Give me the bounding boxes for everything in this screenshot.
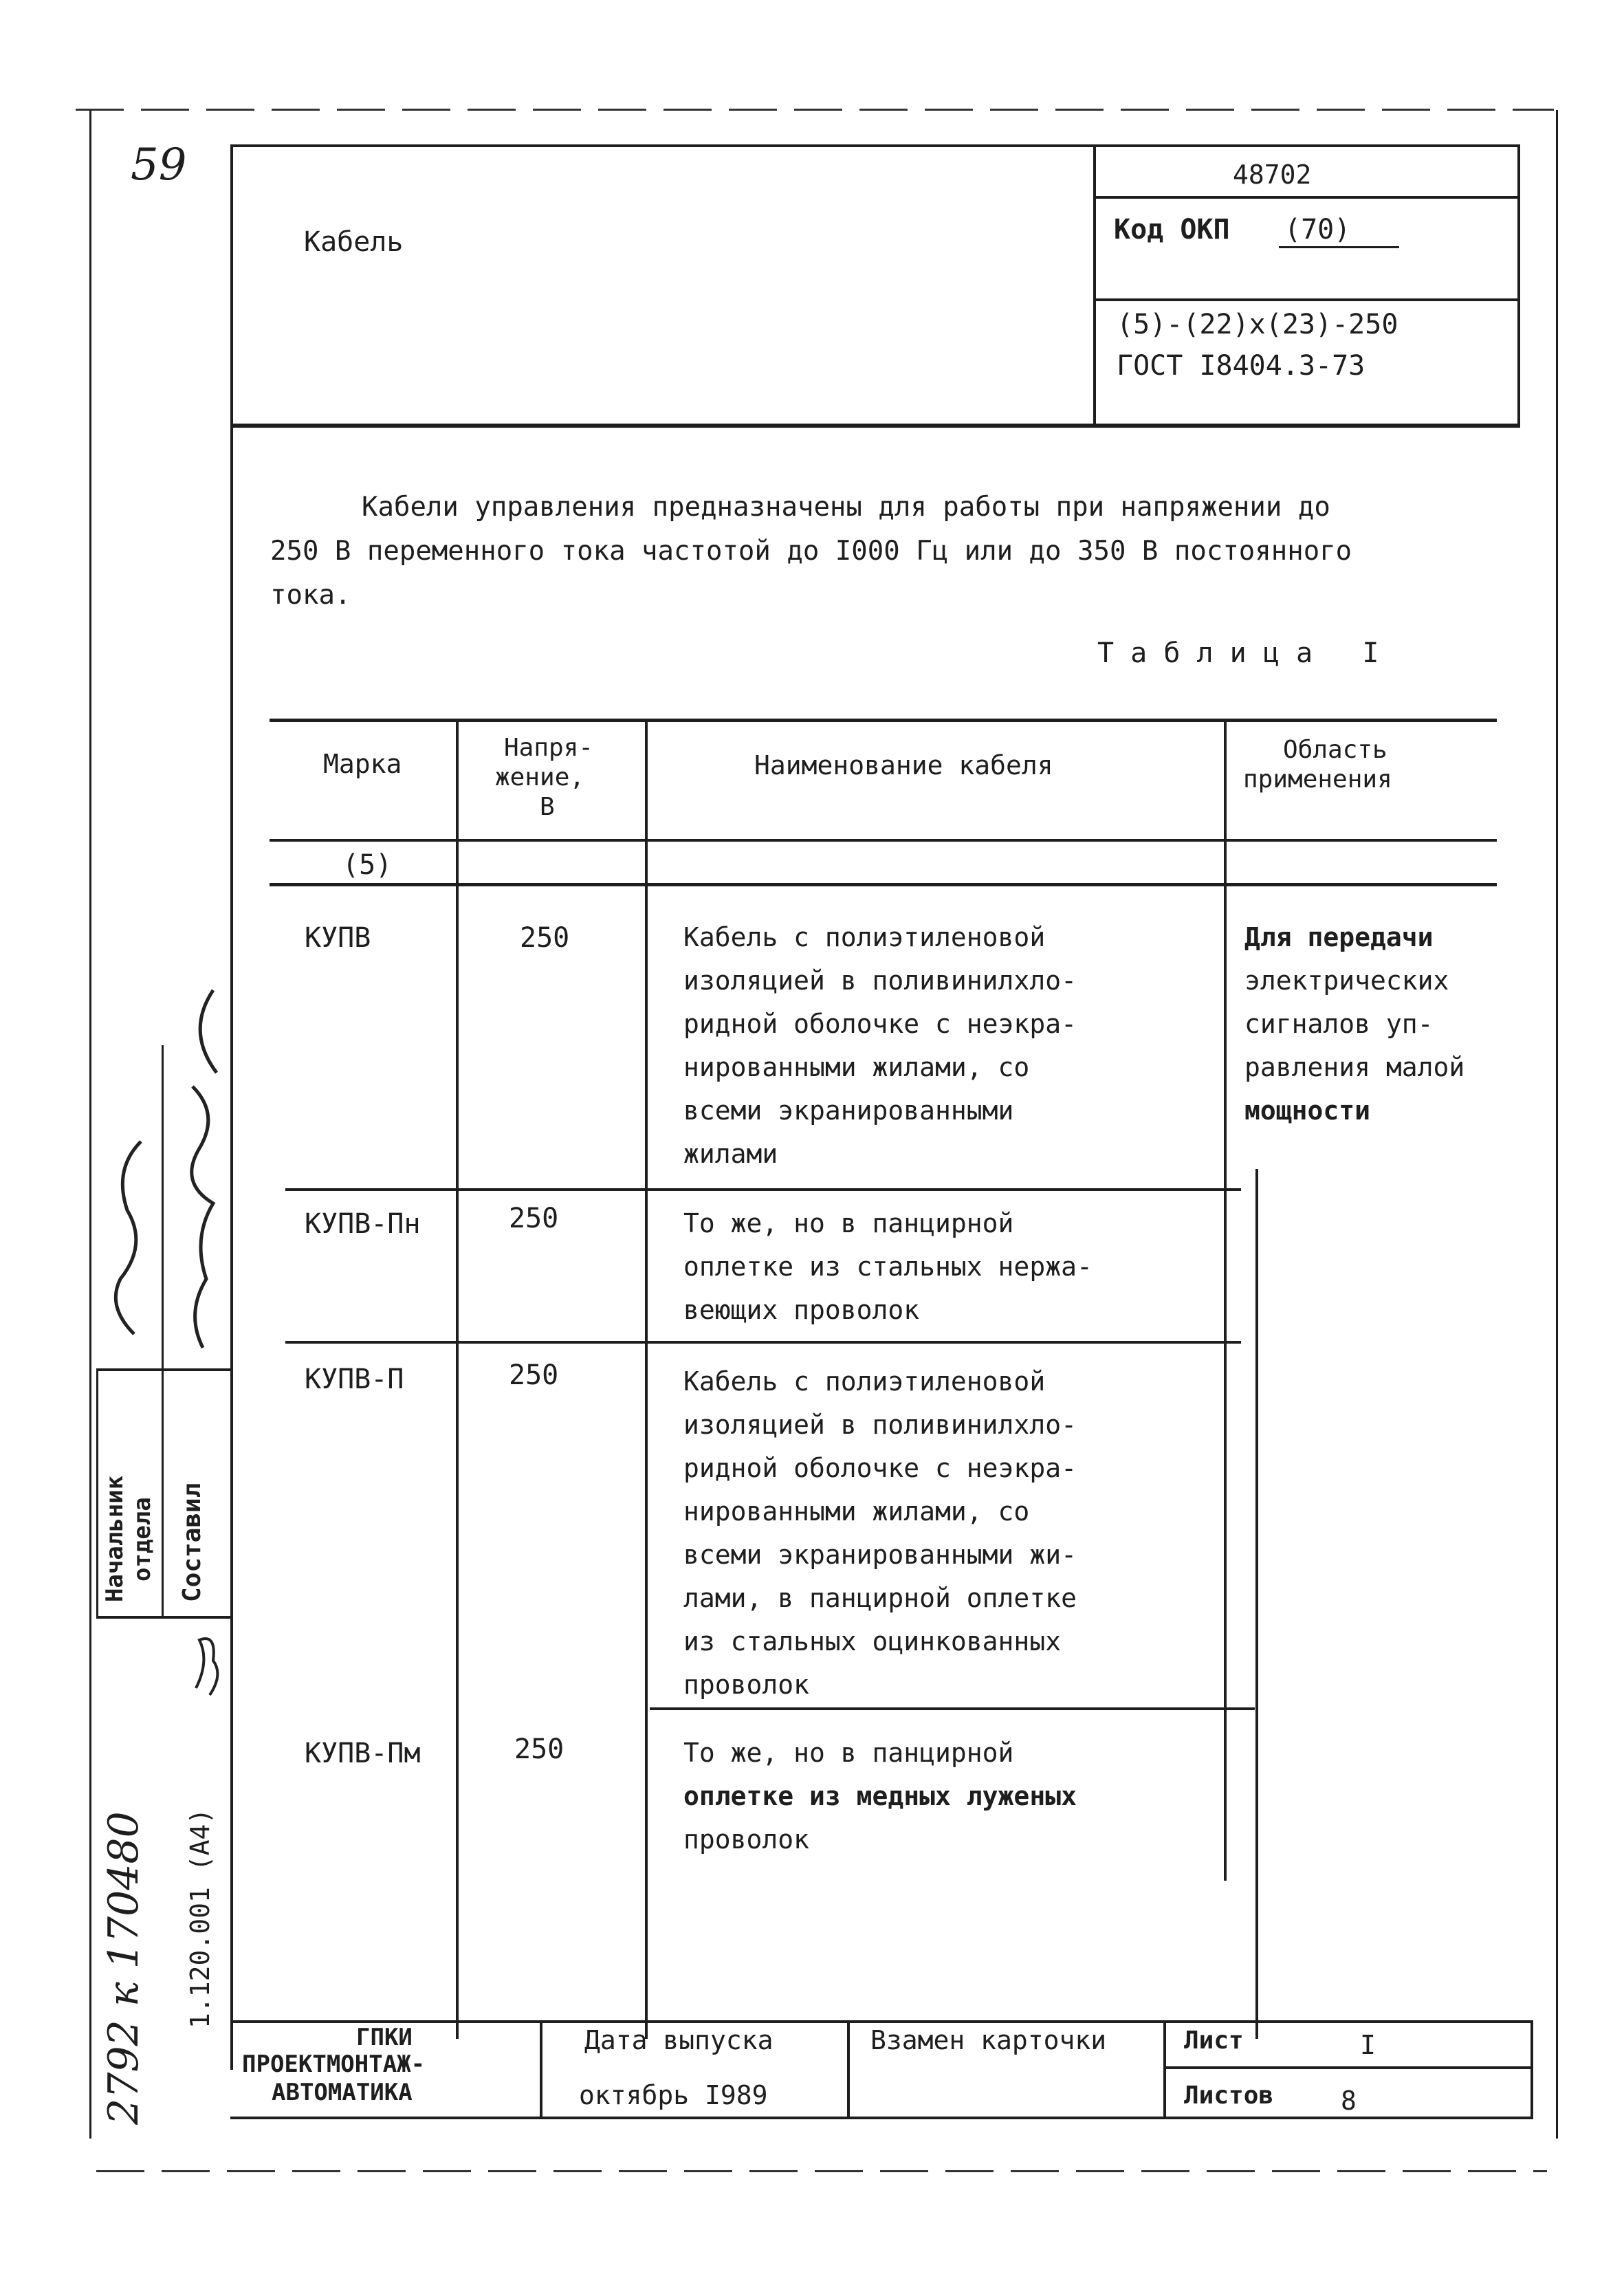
footer-sheet-divider bbox=[1163, 2066, 1532, 2069]
row1-name-line: жилами bbox=[683, 1139, 778, 1169]
right-border bbox=[1556, 110, 1558, 2139]
table-title: Т а б л и ц а I bbox=[1097, 637, 1379, 669]
row1-name-line: изоляцией в поливинилхло- bbox=[683, 965, 1077, 996]
page-number: 59 bbox=[131, 140, 187, 190]
header-bottom-line bbox=[230, 424, 1520, 428]
col-line-3b bbox=[1255, 1169, 1258, 2039]
okp-code-underline bbox=[1279, 246, 1399, 248]
row4-name-line: То же, но в панцирной bbox=[683, 1738, 1014, 1768]
okp-code-value: (70) bbox=[1284, 214, 1351, 245]
row3-name-line: ридной оболочке с неэкра- bbox=[683, 1453, 1077, 1483]
row3-name-line: Кабель с полиэтиленовой bbox=[683, 1366, 1046, 1397]
th-usage-2: применения bbox=[1243, 765, 1392, 794]
okp-code-label: Код ОКП bbox=[1114, 214, 1230, 245]
row4-voltage: 250 bbox=[514, 1734, 564, 1765]
row3-voltage: 250 bbox=[509, 1359, 559, 1391]
row3-name-line: из стальных оцинкованных bbox=[683, 1626, 1062, 1657]
org-line-3: АВТОМАТИКА bbox=[272, 2079, 413, 2106]
footer-div-2 bbox=[847, 2020, 850, 2118]
usage-line: электрических bbox=[1244, 965, 1449, 996]
row1-voltage: 250 bbox=[520, 922, 570, 954]
bottom-edge-line bbox=[96, 2170, 1547, 2172]
footer-bottom-line bbox=[230, 2117, 1533, 2119]
release-label: Дата выпуска bbox=[584, 2025, 773, 2055]
designation-line-2: ГОСТ I8404.3-73 bbox=[1117, 350, 1365, 382]
row4-name-line: проволок bbox=[683, 1824, 810, 1855]
okp-number: 48702 bbox=[1233, 160, 1312, 190]
top-edge-line bbox=[76, 109, 1554, 111]
sheets-label: Листов bbox=[1184, 2081, 1274, 2110]
row2-voltage: 250 bbox=[509, 1203, 559, 1234]
col-line-2 bbox=[645, 719, 648, 2039]
row2-mark: КУПВ-Пн bbox=[305, 1208, 421, 1240]
th-voltage-3: В bbox=[540, 793, 555, 821]
side-head-line-1: Начальник bbox=[101, 1475, 129, 1602]
side-col-2 bbox=[96, 1368, 98, 1616]
usage-line: равления малой bbox=[1244, 1052, 1465, 1082]
side-line-1 bbox=[96, 1368, 232, 1371]
row3-name-line: лами, в панцирной оплетке bbox=[683, 1583, 1077, 1613]
side-compiled: Составил bbox=[178, 1483, 206, 1602]
product-title: Кабель bbox=[304, 226, 404, 258]
intro-line-3: тока. bbox=[270, 580, 351, 611]
row4-name-line: оплетке из медных луженых bbox=[683, 1781, 1077, 1811]
row1-name-line: Кабель с полиэтиленовой bbox=[683, 922, 1046, 952]
row-line-2 bbox=[285, 1341, 1241, 1344]
footer-div-3 bbox=[1163, 2020, 1166, 2118]
header-divider bbox=[1093, 144, 1096, 426]
sheet-label: Лист bbox=[1184, 2026, 1244, 2055]
side-col-1 bbox=[162, 1045, 164, 1616]
th-mark: Марка bbox=[323, 749, 402, 779]
left-border bbox=[89, 110, 91, 2139]
org-line-1: ГПКИ bbox=[356, 2024, 413, 2051]
usage-line: сигналов уп- bbox=[1244, 1009, 1434, 1039]
usage-line: мощности bbox=[1244, 1095, 1371, 1126]
usage-line: Для передачи bbox=[1244, 922, 1434, 952]
header-top-line bbox=[230, 144, 1520, 147]
col-line-3 bbox=[1224, 719, 1227, 1881]
footer-top-line bbox=[230, 2020, 1533, 2023]
row3-name-line: всеми экранированными жи- bbox=[683, 1540, 1077, 1570]
sheet-value: I bbox=[1360, 2030, 1376, 2060]
release-value: октябрь I989 bbox=[579, 2080, 768, 2110]
row3-name-line: изоляцией в поливинилхло- bbox=[683, 1410, 1077, 1440]
row-line-1 bbox=[285, 1188, 1241, 1191]
code-row-mark: (5) bbox=[342, 849, 393, 881]
intro-line-2: 250 В переменного тока частотой до I000 Гц или до 350 В постоянного bbox=[270, 536, 1352, 567]
okp-top-line bbox=[1093, 196, 1519, 199]
side-handwritten-number: 2792 к 170480 bbox=[100, 1811, 148, 2125]
signature-head bbox=[100, 1128, 162, 1355]
designation-line-1: (5)-(22)x(23)-250 bbox=[1117, 309, 1398, 340]
row1-mark: КУПВ bbox=[305, 922, 371, 954]
signature-compiled bbox=[165, 976, 234, 1362]
header-row-bottom bbox=[270, 839, 1497, 842]
row3-name-line: нированными жилами, со bbox=[683, 1496, 1030, 1527]
th-usage-1: Область bbox=[1283, 736, 1387, 764]
row1-name-line: ридной оболочке с неэкра- bbox=[683, 1009, 1077, 1039]
side-head-line-2: отдела bbox=[129, 1497, 156, 1582]
footer-div-1 bbox=[540, 2020, 542, 2118]
row-line-3 bbox=[650, 1707, 1255, 1710]
row2-name-line: То же, но в панцирной bbox=[683, 1208, 1014, 1238]
signature-small bbox=[189, 1619, 230, 1702]
row1-name-line: всеми экранированными bbox=[683, 1095, 1014, 1126]
org-line-2: ПРОЕКТМОНТАЖ- bbox=[242, 2051, 426, 2078]
sheets-value: 8 bbox=[1341, 2086, 1357, 2116]
th-voltage-2: жение, bbox=[495, 763, 585, 791]
col-line-1 bbox=[456, 719, 459, 2039]
row4-mark: КУПВ-Пм bbox=[305, 1738, 421, 1769]
side-doc-code: 1.120.001 (А4) bbox=[185, 1808, 215, 2029]
header-right-line bbox=[1517, 144, 1520, 426]
row3-name-line: проволок bbox=[683, 1670, 810, 1700]
th-voltage-1: Напря- bbox=[504, 734, 594, 762]
row2-name-line: оплетке из стальных нержа- bbox=[683, 1251, 1093, 1282]
footer-right bbox=[1530, 2020, 1533, 2118]
table-top-line bbox=[270, 719, 1497, 722]
row2-name-line: веющих проволок bbox=[683, 1295, 920, 1325]
row3-mark: КУПВ-П bbox=[305, 1364, 404, 1395]
okp-bottom-line bbox=[1093, 298, 1519, 301]
intro-line-1: Кабели управления предназначены для работы при напряжении до bbox=[362, 492, 1330, 523]
row1-name-line: нированными жилами, со bbox=[683, 1052, 1030, 1082]
code-row-bottom bbox=[270, 883, 1497, 886]
th-name: Наименование кабеля bbox=[754, 750, 1053, 780]
replaces-label: Взамен карточки bbox=[870, 2025, 1107, 2055]
side-line-2 bbox=[96, 1616, 232, 1619]
